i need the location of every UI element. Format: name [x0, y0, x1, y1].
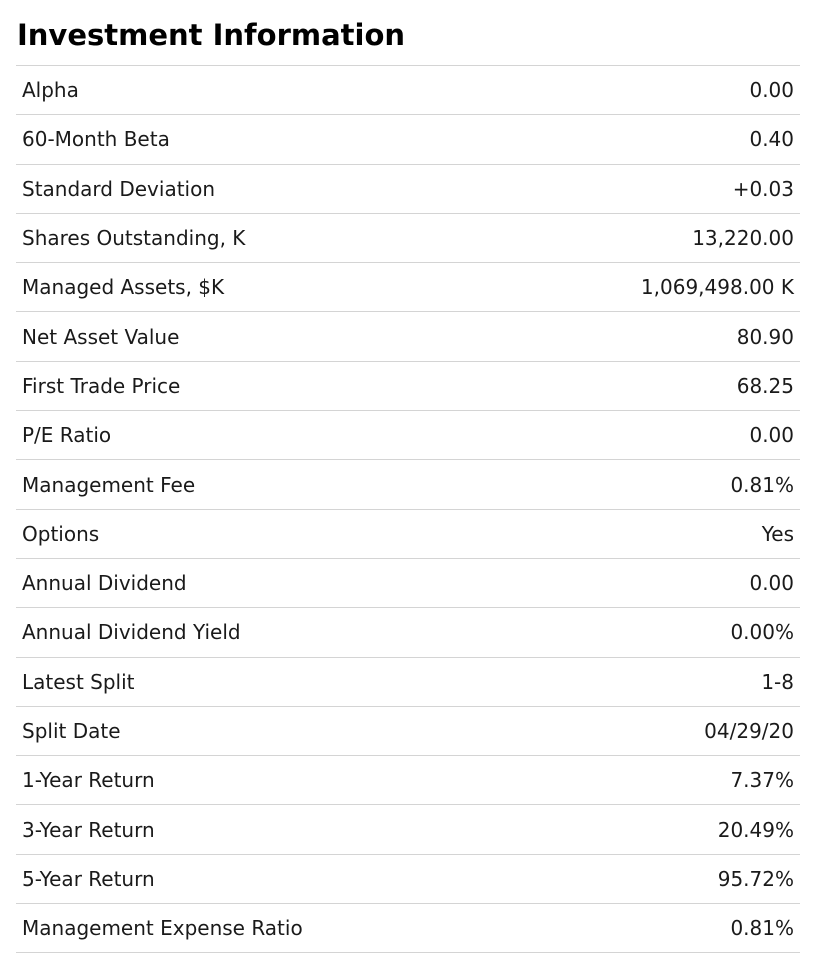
row-value: 1,069,498.00 K: [640, 275, 794, 300]
info-row-annual-dividend-yield: [16, 608, 800, 657]
row-value: 04/29/20: [704, 719, 794, 743]
info-row-net-asset-value: [16, 312, 800, 361]
row-label: Annual Dividend Yield: [22, 620, 241, 645]
row-value: Yes: [761, 521, 794, 546]
row-value: 68.25: [736, 373, 794, 398]
row-value: 0.00: [749, 423, 794, 448]
row-label: 60-Month Beta: [22, 127, 170, 152]
row-label: Shares Outstanding, K: [22, 226, 246, 251]
row-label: 3-Year Return: [22, 817, 155, 842]
row-label: Alpha: [22, 78, 79, 103]
row-label: 5-Year Return: [22, 866, 155, 891]
row-value: 1-8: [761, 669, 794, 694]
investment-info-list: [16, 66, 800, 953]
info-row-3-year-return: [16, 805, 800, 854]
investment-information-panel: [16, 0, 800, 953]
info-row-shares-outstanding: [16, 214, 800, 263]
row-value: 20.49%: [717, 817, 794, 842]
panel-title: Investment Information: [16, 0, 800, 66]
row-value: +0.03: [732, 176, 794, 201]
info-row-5-year-return: [16, 855, 800, 904]
info-row-annual-dividend: [16, 559, 800, 608]
row-label: Managed Assets, $K: [22, 275, 225, 300]
row-value: 0.00%: [730, 620, 794, 645]
row-label: First Trade Price: [22, 373, 181, 398]
row-label: Management Expense Ratio: [22, 916, 303, 941]
info-row-standard-deviation: [16, 165, 800, 214]
row-value: 95.72%: [717, 866, 794, 891]
info-row-latest-split: [16, 658, 800, 707]
row-label: Net Asset Value: [22, 324, 180, 349]
row-value: 7.37%: [730, 768, 794, 793]
row-label: Annual Dividend: [22, 571, 187, 596]
row-label: Options: [22, 521, 100, 546]
row-label: 1-Year Return: [22, 768, 155, 793]
row-value: 13,220.00: [692, 226, 794, 251]
info-row-management-fee: [16, 460, 800, 509]
row-label: Standard Deviation: [22, 176, 216, 201]
info-row-management-expense-ratio: [16, 904, 800, 953]
row-label: Split Date: [22, 719, 121, 743]
info-row-60-month-beta: [16, 115, 800, 164]
info-row-alpha: [16, 66, 800, 115]
info-row-split-date: [16, 707, 800, 756]
info-row-pe-ratio: [16, 411, 800, 460]
row-label: P/E Ratio: [22, 423, 112, 448]
row-value: 80.90: [736, 324, 794, 349]
info-row-1-year-return: [16, 756, 800, 805]
row-value: 0.81%: [730, 916, 794, 941]
row-value: 0.40: [749, 127, 794, 152]
info-row-first-trade-price: [16, 362, 800, 411]
info-row-managed-assets: [16, 263, 800, 312]
row-value: 0.00: [749, 78, 794, 103]
row-label: Latest Split: [22, 669, 135, 694]
row-value: 0.81%: [730, 472, 794, 497]
row-value: 0.00: [749, 571, 794, 596]
info-row-options: [16, 510, 800, 559]
row-label: Management Fee: [22, 472, 196, 497]
